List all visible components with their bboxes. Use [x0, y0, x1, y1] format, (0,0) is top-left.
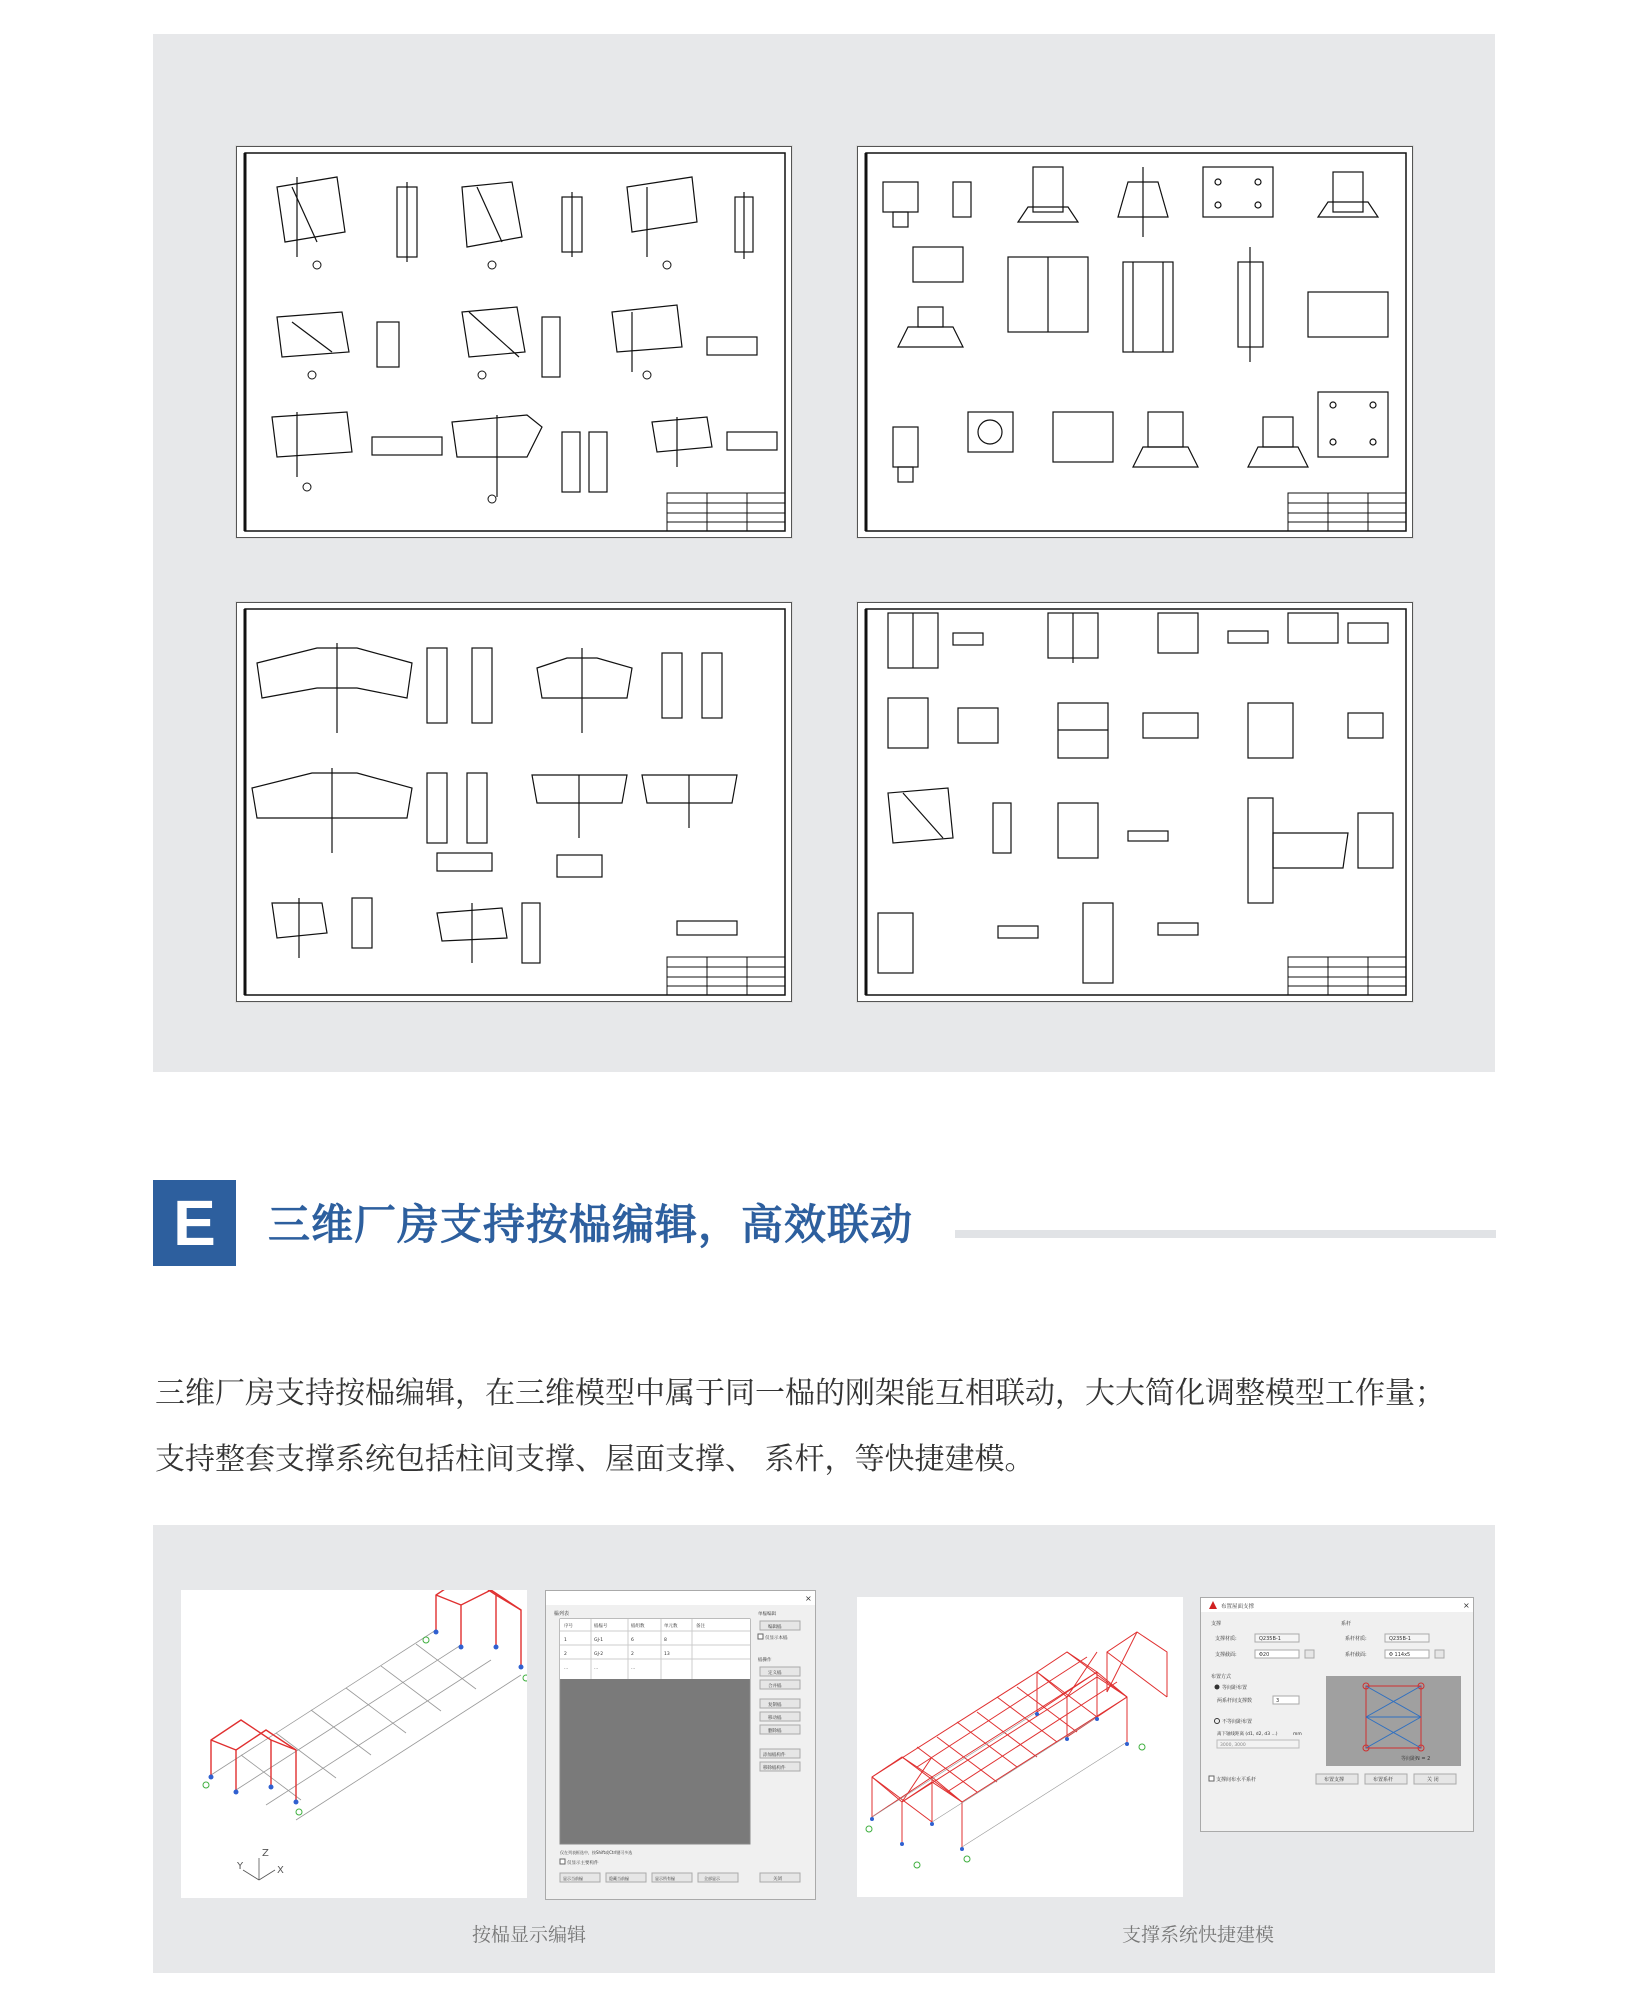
place-brace-button[interactable]: 布置支撑	[1324, 1777, 1345, 1783]
unequal-spacing-radio[interactable]	[1215, 1719, 1220, 1724]
tie-group-label: 系杆	[1341, 1621, 1352, 1627]
brace-material-select[interactable]: Q235B-1	[1259, 1636, 1281, 1642]
table-cell: 13	[664, 1652, 670, 1657]
group-single-label: 单榀编辑	[758, 1612, 776, 1617]
add-member-button[interactable]: 添加榀构件	[763, 1753, 786, 1758]
axis-z-label: Z	[262, 1848, 269, 1859]
table-cell: ...	[594, 1666, 599, 1671]
equal-spacing-radio[interactable]	[1215, 1685, 1220, 1690]
edit-frame-button[interactable]: 编辑榀	[768, 1625, 782, 1630]
frame-list-title: 榀列表	[554, 1611, 570, 1617]
distance-input[interactable]: 3000, 3000	[1220, 1743, 1246, 1748]
col-header-5: 备注	[696, 1624, 705, 1629]
brace-group-label: 支撑	[1211, 1621, 1222, 1627]
dialog-title: 布置屋面支撑	[1221, 1604, 1255, 1610]
unequal-spacing-label: 不等间距布置	[1222, 1719, 1253, 1725]
caption-frame-edit: 按榀显示编辑	[472, 1924, 587, 1946]
tie-section-pick-button[interactable]	[1435, 1650, 1444, 1658]
close-button[interactable]: 关闭	[773, 1877, 782, 1882]
define-frame-button[interactable]: 定义榀	[768, 1671, 782, 1676]
section-title: 三维厂房支持按榀编辑，高效联动	[268, 1200, 914, 1249]
table-cell: 2	[631, 1652, 634, 1657]
show-all-frames-button[interactable]: 显示所有榀	[655, 1876, 675, 1881]
hide-current-button[interactable]: 隐藏当前榀	[609, 1876, 629, 1881]
bracing-preview	[1326, 1676, 1461, 1766]
group-ops-label: 榀操作	[758, 1658, 772, 1663]
frame-3d-model-graphic	[181, 1590, 527, 1898]
table-cell: GJ-1	[594, 1638, 604, 1643]
frame-3d-model-view	[181, 1590, 527, 1898]
tie-section-input[interactable]: Φ 114x5	[1389, 1652, 1411, 1658]
bracing-3d-model-view	[857, 1597, 1183, 1897]
horizontal-tie-label: 支撑间布水平系杆	[1216, 1777, 1257, 1783]
drawing-sheet-4-graphic	[858, 603, 1412, 1001]
move-frame-button[interactable]: 移动榀	[768, 1716, 782, 1721]
drawing-sheet-2-graphic	[858, 147, 1412, 537]
show-current-button[interactable]: 显示当前榀	[563, 1876, 583, 1881]
count-indicator: 等间距N = 2	[1401, 1756, 1431, 1762]
section-letter-badge: E	[153, 1180, 236, 1266]
close-button[interactable]: 关 闭	[1427, 1777, 1439, 1783]
delete-frame-button[interactable]: 删除榀	[768, 1729, 782, 1734]
drawing-sheet-4	[857, 602, 1413, 1002]
body-text-line-2: 支持整套支撑系统包括柱间支撑、屋面支撑、 系杆，等快捷建模。	[155, 1442, 1035, 1477]
brace-material-label: 支撑材质:	[1215, 1636, 1237, 1642]
roof-bracing-dialog-graphic	[1201, 1598, 1473, 1831]
drawing-sheet-1	[236, 146, 792, 538]
copy-frame-button[interactable]: 复制榀	[768, 1703, 782, 1708]
brace-section-pick-button[interactable]	[1305, 1650, 1314, 1658]
remove-member-button[interactable]: 移除榀构件	[763, 1766, 786, 1771]
drawing-sheet-3	[236, 602, 792, 1002]
table-cell: GJ-2	[594, 1652, 604, 1657]
title-divider	[955, 1230, 1496, 1238]
axis-y-label: Y	[237, 1861, 244, 1872]
show-main-only-checkbox[interactable]: 仅显示主要构件	[567, 1861, 599, 1866]
brace-section-input[interactable]: Φ20	[1259, 1652, 1270, 1658]
col-header-1: 序号	[564, 1624, 573, 1629]
roof-bracing-dialog	[1200, 1597, 1474, 1832]
drawing-sheet-1-graphic	[237, 147, 791, 537]
merge-frame-button[interactable]: 合并榀	[768, 1684, 782, 1689]
axis-x-label: X	[277, 1865, 284, 1876]
tie-material-label: 系杆材质:	[1345, 1636, 1367, 1642]
distance-label: 离下轴线距离 (d1, d2, d3 ...)	[1217, 1732, 1278, 1737]
close-icon: ×	[805, 1594, 812, 1603]
body-text-line-1: 三维厂房支持按榀编辑，在三维模型中属于同一榀的刚架能互相联动，大大简化调整模型工作量；	[155, 1376, 1445, 1411]
table-cell: ...	[631, 1666, 636, 1671]
brace-count-label: 两系杆间支撑数	[1217, 1698, 1253, 1704]
table-cell: 2	[564, 1652, 567, 1657]
unit-label: mm	[1293, 1732, 1302, 1737]
show-all-button[interactable]: 全部显示	[704, 1876, 720, 1881]
tie-material-select[interactable]: Q235B-1	[1389, 1636, 1411, 1642]
brace-count-input[interactable]: 3	[1276, 1698, 1280, 1704]
horizontal-tie-checkbox[interactable]	[1209, 1776, 1214, 1781]
layout-label: 布置方式	[1211, 1674, 1232, 1680]
hint-text: 仅在列表框选中，按Shift或Ctrl键可多选	[560, 1850, 633, 1855]
equal-spacing-label: 等间距布置	[1222, 1685, 1248, 1691]
close-icon: ×	[1463, 1601, 1470, 1610]
frame-edit-dialog	[545, 1590, 816, 1900]
drawing-sheet-2	[857, 146, 1413, 538]
table-cell: 6	[631, 1638, 634, 1643]
col-header-3: 榀组数	[631, 1624, 645, 1629]
place-tie-button[interactable]: 布置系杆	[1373, 1777, 1394, 1783]
bracing-3d-model-graphic	[857, 1597, 1183, 1897]
show-this-frame-checkbox[interactable]: 仅显示本榀	[765, 1636, 788, 1641]
brace-section-label: 支撑截面:	[1215, 1652, 1237, 1658]
drawing-sheet-3-graphic	[237, 603, 791, 1001]
caption-bracing: 支撑系统快捷建模	[1122, 1924, 1275, 1946]
table-cell: ...	[564, 1666, 569, 1671]
table-cell: 1	[564, 1638, 567, 1643]
frame-edit-dialog-graphic	[546, 1591, 815, 1899]
table-cell: 8	[664, 1638, 667, 1643]
col-header-4: 单元数	[664, 1624, 678, 1629]
tie-section-label: 系杆截面:	[1345, 1652, 1367, 1658]
col-header-2: 榀榀号	[594, 1624, 608, 1629]
